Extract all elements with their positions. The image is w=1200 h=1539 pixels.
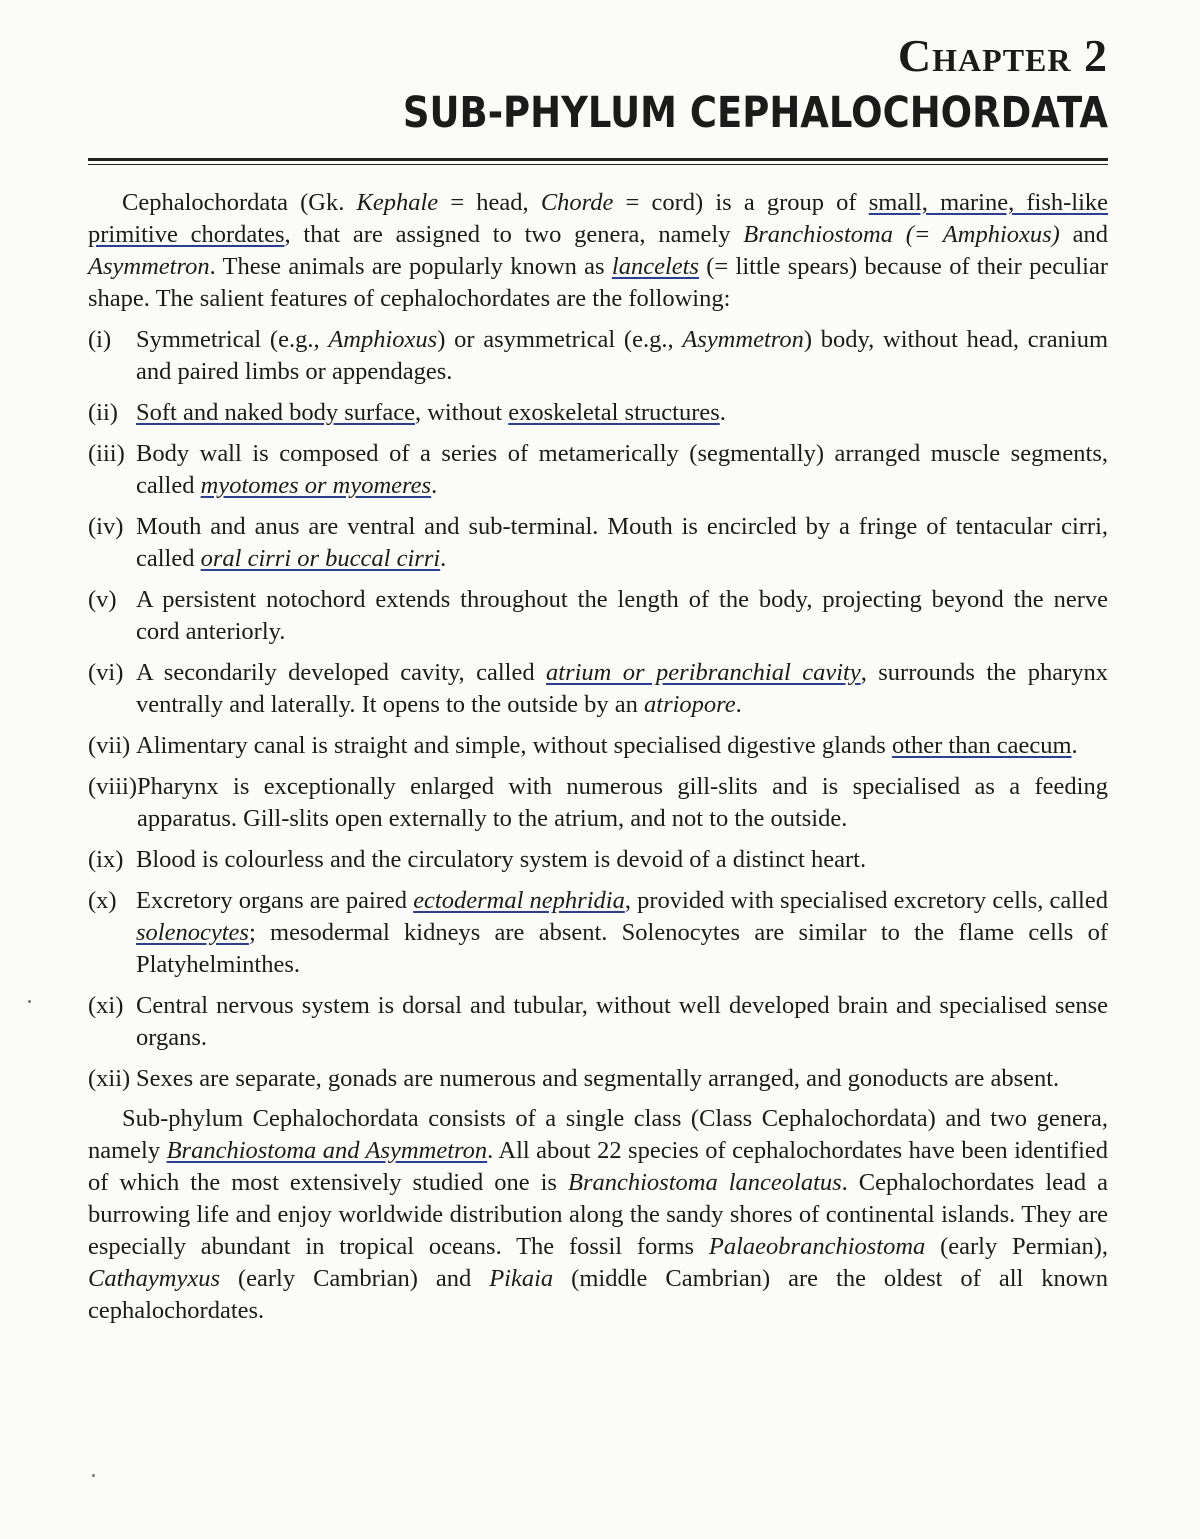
list-item (88, 990, 1108, 1054)
item-number: (vi) (88, 659, 124, 686)
chapter-title: SUB-PHYLUM CEPHALOCHORDATA (402, 88, 1108, 138)
intro-term: lancelets (611, 253, 699, 280)
item-number: (vii) (88, 732, 131, 759)
page (88, 30, 1108, 1327)
intro-text: = head, (438, 189, 541, 216)
item-number: (v) (88, 586, 117, 613)
list-item (88, 438, 1108, 502)
scan-speck (28, 1000, 31, 1003)
list-item (88, 511, 1108, 575)
intro-term: Branchiostoma (= Amphioxus) (743, 221, 1060, 248)
item-number: (xi) (88, 992, 124, 1019)
item-number: (xii) (88, 1065, 131, 1092)
item-text: Excretory organs are paired ectodermal nephridia, provided with specialised excretory cells, called solenocytes; mesodermal kidneys are absent. Solenocytes are similar to the flame cells of Platyhelminthes. (136, 887, 1108, 978)
intro-text: = cord) is a group of (613, 189, 869, 216)
item-text: A persistent notochord extends throughout the length of the body, projecting beyond the nerve cord anteriorly. (136, 586, 1108, 645)
intro-term: Kephale (356, 189, 439, 216)
item-number: (x) (88, 887, 117, 914)
title-rule-thick (88, 158, 1108, 161)
item-text: Body wall is composed of a series of metamerically (segmentally) arranged muscle segments, called myotomes or myomeres. (136, 440, 1108, 499)
list-item (88, 397, 1108, 429)
item-number: (viii) (88, 773, 137, 800)
list-item (88, 1063, 1108, 1095)
body-text (88, 187, 1108, 1327)
list-item (88, 771, 1108, 835)
feature-list (88, 324, 1108, 1095)
item-number: (ix) (88, 846, 124, 873)
item-text: Sexes are separate, gonads are numerous and segmentally arranged, and gonoducts are absent. (136, 1065, 1060, 1092)
intro-text: (= little spears) because of their peculiar shape. The salient features of cephalochordates are the following: (88, 253, 1108, 312)
list-item (88, 584, 1108, 648)
item-number: (iv) (88, 513, 124, 540)
intro-text: and (1059, 221, 1108, 248)
item-number: (iii) (88, 440, 125, 467)
intro-term: Asymmetron (88, 253, 210, 280)
title-rule-thin (88, 164, 1108, 165)
item-number: (ii) (88, 399, 118, 426)
list-item (88, 730, 1108, 762)
item-text: Soft and naked body surface, without exoskeletal structures. (136, 399, 726, 426)
list-item (88, 657, 1108, 721)
item-text: Symmetrical (e.g., Amphioxus) or asymmetrical (e.g., Asymmetron) body, without head, cranium and paired limbs or appendages. (136, 326, 1109, 385)
intro-highlight: small, marine, fish-like primitive chordates (88, 189, 1109, 248)
closing-paragraph: Sub-phylum Cephalochordata consists of a single class (Class Cephalochordata) and two genera, namely Branchiostoma and Asymmetron. All about 22 species of cephalochordates have been identified of which the most extensively studied one is Branchiostoma lanceolatus. Cephalochordates lead a burrowing life and enjoy worldwide distribution along the sandy shores of continental islands. They are especially abundant in tropical oceans. The fossil forms Palaeobranchiostoma (early Permian), Cathaymyxus (early Cambrian) and Pikaia (middle Cambrian) are the oldest of all known cephalochordates. (88, 1105, 1109, 1324)
list-item (88, 844, 1108, 876)
scan-speck (92, 1474, 95, 1477)
intro-term: Chorde (540, 189, 614, 216)
item-text: Mouth and anus are ventral and sub-terminal. Mouth is encircled by a fringe of tentacular cirri, called oral cirri or buccal cirri. (136, 513, 1108, 572)
list-item (88, 885, 1108, 981)
intro-text: Cephalochordata (Gk. (122, 189, 357, 216)
item-text: Pharynx is exceptionally enlarged with numerous gill-slits and is specialised as a feeding apparatus. Gill-slits open externally to the atrium, and not to the outside. (137, 773, 1108, 832)
item-number: (i) (88, 326, 112, 353)
item-text: Central nervous system is dorsal and tubular, without well developed brain and specialised sense organs. (136, 992, 1108, 1051)
chapter-label: Chapter 2 (897, 30, 1108, 81)
item-text: Blood is colourless and the circulatory system is devoid of a distinct heart. (136, 846, 867, 873)
intro-text: , that are assigned to two genera, namely (284, 221, 744, 248)
list-item (88, 324, 1108, 388)
item-text: A secondarily developed cavity, called atrium or peribranchial cavity, surrounds the pharynx ventrally and laterally. It opens to the outside by an atriopore. (136, 659, 1108, 718)
intro-paragraph (88, 187, 1108, 315)
item-text: Alimentary canal is straight and simple, without specialised digestive glands other than caecum. (136, 732, 1078, 759)
intro-text: . These animals are popularly known as (209, 253, 612, 280)
